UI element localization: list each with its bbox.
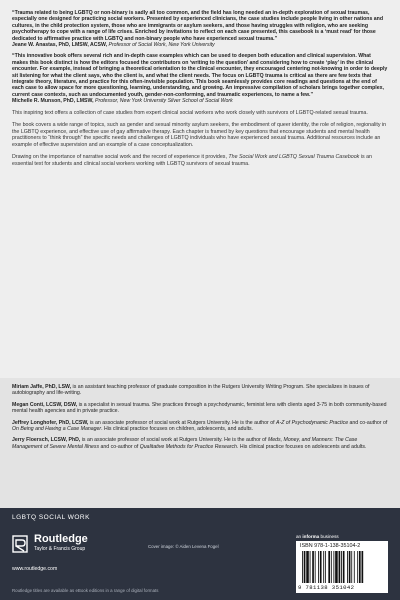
author-bio-1 (12, 384, 388, 397)
author-book-4a: Meds, Money, and Manners: The Case Management of Severe Mental Illness (12, 437, 358, 450)
barcode-bar (339, 551, 341, 583)
informa-brand: informa (302, 534, 320, 539)
praise-attribution-2 (12, 98, 388, 104)
informa-post: business (319, 534, 339, 539)
author-bio-3 (12, 420, 388, 433)
author-bio-text-3b: and co-author of (348, 419, 388, 426)
description-paragraph-1: This inspiring text offers a collection of case studies from expert clinical social workers who work closely with survivors of LGBTQ-related sexual trauma. (12, 109, 368, 116)
praise-name-2: Michelle R. Munson, PhD, LMSW, (12, 98, 94, 105)
subject-category: LGBTQ SOCIAL WORK (12, 514, 90, 521)
description-paragraph-3 (12, 154, 388, 167)
author-book-3b: On Being and Having a Case Manager (12, 426, 102, 433)
author-name-3: Jeffrey Longhofer, PhD, LCSW, (12, 419, 89, 426)
author-bio-2 (12, 402, 388, 415)
barcode-bar (362, 551, 364, 583)
praise-affiliation-2: Professor, New York University Silver School of Social Work (95, 98, 233, 105)
routledge-logo-icon (12, 534, 30, 554)
author-bio-4 (12, 437, 388, 450)
isbn-number: ISBN 978-1-138-35104-2 (300, 543, 361, 549)
author-name-4: Jerry Floersch, LCSW, PhD, (12, 437, 81, 444)
cover-image-credit: Cover image: © Aiden Levena Fogel (148, 544, 219, 549)
publisher-website: www.routledge.com (12, 566, 58, 572)
barcode-bar (325, 551, 326, 583)
barcode-bar (357, 551, 358, 583)
barcode-bar (347, 551, 348, 583)
author-book-3a: A-Z of Psychodynamic Practice (276, 419, 349, 426)
author-bio-text-2: is a specialist in sexual trauma. She practices through a psychodynamic, feminist lens with clients aged 3-75 in both community-based mental health agencies and in private practice. (12, 401, 387, 415)
barcode-bar (315, 551, 316, 583)
barcode-bar (335, 551, 338, 583)
author-bio-text-3a: is an associate professor of social work at Rutgers University. He is the author of (88, 419, 276, 426)
author-bio-text-4b: and co-author of (99, 443, 140, 450)
barcode-bar (328, 551, 330, 583)
barcode-bar (302, 551, 303, 583)
author-bio-text-3c: . His clinical practice focuses on children, adolescents, and adults. (101, 426, 254, 433)
barcode-bar (349, 551, 351, 583)
isbn-barcode-box (296, 541, 388, 593)
ebook-availability-note: Routledge titles are available as eBook editions in a range of digital formats (12, 588, 159, 593)
praise-quote-1: “Trauma related to being LGBTQ or non-binary is sadly all too common, and the field has long needed an in-depth exploration of sexual traumas, especially one designed for practicing social workers. Presented by experienced clinicians, the case studies include people living in other nations and cultures, in the child protection system, those who are immigrants or asylum seekers, and those having struggles with religion, who are seeking psychotherapy to cope with a range of life crises. Enriched by invitations to reflect on each case presented, this casebook is a ‘must read’ for those dedicated to affirmative practice with LGBTQ and non-binary people who have experienced sexual trauma.” (12, 10, 384, 42)
author-bios-section (0, 378, 400, 508)
description-paragraph-2: The book covers a wide range of topics, such as gender and sexual minority asylum seekers, the embodiment of queer identity, the role of religion, regionality in the LGBTQ experience, and effective use of gay affirmative therapy. Each chapter is framed by key questions that encourage students and mental health practitioners to “think through” the specific needs and challenges of LGBTQ individuals who have experienced sexual trauma. Additional resources include an example of effective supervision and an example of a case conceptualization. (12, 122, 387, 148)
barcode-bar (359, 551, 361, 583)
informa-business-line (296, 534, 339, 539)
publisher-subtitle: Taylor & Francis Group (34, 546, 86, 552)
praise-attribution-1 (12, 42, 388, 48)
author-book-4b: Qualitative Methods for Practice Research (139, 443, 237, 450)
barcode-digits: 9 781138 351042 (298, 584, 355, 591)
author-bio-text-4c: . His clinical practice focuses on adolescents and adults. (236, 443, 367, 450)
barcode-bar (331, 551, 332, 583)
barcode-bar (304, 551, 306, 583)
barcode-bar (351, 551, 352, 583)
barcode-bar (312, 551, 314, 583)
description-pre: Drawing on the importance of narrative social work and the record of experience it provides, (12, 154, 229, 161)
barcode-bar (343, 551, 345, 583)
author-bio-text-4a: is an associate professor of social work at Rutgers University. He is the author of (80, 437, 268, 444)
barcode-bar (320, 551, 322, 583)
praise-name-1: Jeane W. Anastas, PhD, LMSW, ACSW, (12, 42, 108, 49)
barcode-bar (306, 551, 309, 583)
author-bio-text-1: is an assistant teaching professor of graduate composition in the Rutgers University Writing Program. She specializes in issues of autobiography and life-writing. (12, 384, 370, 397)
barcode-bar (341, 551, 342, 583)
description-post: is an essential text for students and clinical social workers working with LGBTQ survivors of sexual trauma. (12, 154, 372, 167)
barcode-image (300, 551, 384, 583)
publisher-name: Routledge (34, 533, 88, 545)
barcode-bar (354, 551, 355, 583)
informa-pre: an (296, 534, 303, 539)
book-title-italic: The Social Work and LGBTQ Sexual Trauma Casebook (228, 154, 360, 161)
author-name-2: Megan Conti, LCSW, DSW, (12, 401, 78, 408)
barcode-bar (333, 551, 334, 583)
publisher-logo (12, 532, 132, 562)
cover-footer (0, 508, 400, 600)
praise-quote-2: “This innovative book offers several rich and in-depth case examples which can be used to deepen both education and clinical supervision. What makes this book distinct is how the editors focused the contributors on ‘writing to the question’ and considering how to create ‘play’ in the clinical encounter. For example, instead of bringing a theoretical orientation to the clinical encounter, they encouraged centering not-knowing in order to deeply sit listening for what the client says, who the client is, and what the client needs. The focus on LGBTQ trauma is critical as there are few texts that integrate theory, literature, and practice for this often-invisible population. This book seamlessly provides core readings and questions at the end of each case to allow space for more questioning, learning, understanding, and growing. An impressive compilation of scholars brings together complex, current case contexts, such as undocumented youth, gender-non-conforming, and traumatic experiences, to name a few.” (12, 53, 388, 98)
barcode-bar (323, 551, 324, 583)
barcode-bar (318, 551, 319, 583)
barcode-bar (310, 551, 311, 583)
author-name-1: Miriam Jaffe, PhD, LSW, (12, 384, 72, 390)
praise-affiliation-1: Professor of Social Work, New York University (108, 42, 215, 49)
